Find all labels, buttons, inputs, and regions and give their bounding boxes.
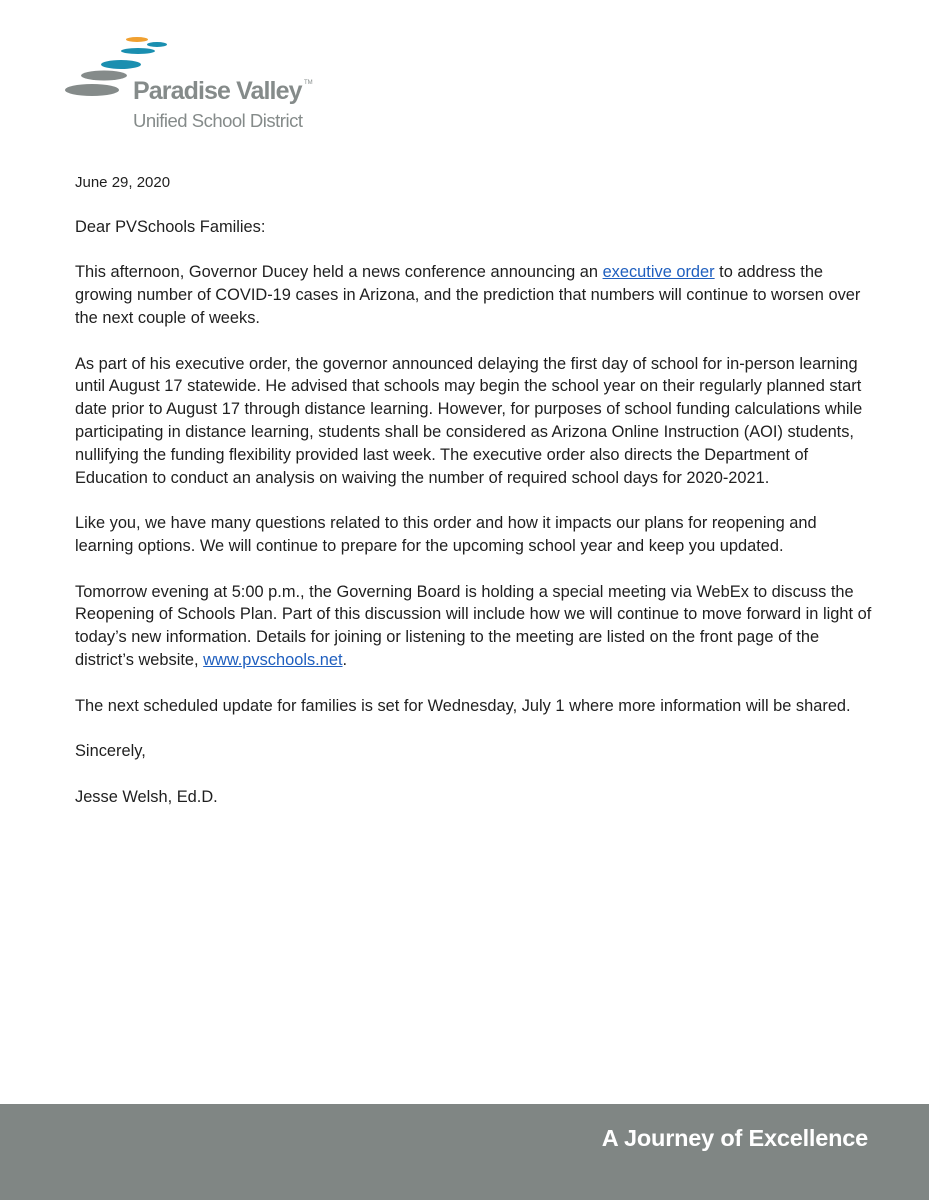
- logo-dash-orange: [126, 37, 148, 42]
- paragraph-1-end: to address the growing number of COVID-19 cases in Arizona, and the prediction that numbers will continue to worsen over the next couple of weeks.: [75, 263, 861, 327]
- logo-dash-teal-2: [121, 48, 155, 54]
- letter-signature: Jesse Welsh, Ed.D.: [75, 787, 218, 806]
- logo-dash-gray-1: [81, 71, 127, 81]
- paragraph-4-end: .: [342, 650, 348, 669]
- footer-band: [0, 1104, 929, 1200]
- executive-order-link[interactable]: executive order: [602, 263, 715, 282]
- logo-subtitle: Unified School District: [133, 110, 303, 131]
- letter-date: June 29, 2020: [75, 174, 171, 191]
- district-logo: [64, 36, 324, 132]
- logo-district-name: Paradise Valley: [133, 77, 302, 105]
- paragraph-5: The next scheduled update for families is set for Wednesday, July 1 where more information will be shared.: [75, 696, 851, 715]
- paragraph-1: [75, 261, 875, 329]
- logo-dash-teal-1: [147, 42, 167, 47]
- logo-trademark: TM: [304, 80, 313, 86]
- paragraph-2: As part of his executive order, the governor announced delaying the first day of school for in-person learning until August 17 statewide. He advised that schools may begin the school year on their regularly planned start date prior to August 17 through distance learning. However, for purposes of school funding calculations while participating in distance learning, students shall be considered as Arizona Online Instruction (AOI) students, nullifying the funding flexibility provided last week. The executive order also directs the Department of Education to conduct an analysis on waiving the number of required school days for 2020-2021.: [75, 354, 863, 487]
- logo-dash-teal-3: [101, 60, 141, 69]
- letter-salutation: Dear PVSchools Families:: [75, 217, 266, 236]
- footer-tagline: A Journey of Excellence: [601, 1125, 868, 1151]
- paragraph-4-start: Tomorrow evening at 5:00 p.m., the Governing Board is holding a special meeting via WebEx to discuss the Reopening of Schools Plan. Part of this discussion will include how we will continue to move forward in light of today’s new information. Details for joining or listening to the meeting are listed on the front page of the district’s website,: [75, 582, 872, 669]
- letter-body: [75, 172, 875, 831]
- pvschools-website-link[interactable]: www.pvschools.net: [203, 650, 343, 669]
- paragraph-1-start: This afternoon, Governor Ducey held a news conference announcing an: [75, 263, 603, 282]
- logo-dash-gray-2: [65, 84, 119, 96]
- letter-closing: Sincerely,: [75, 742, 146, 761]
- paragraph-3: Like you, we have many questions related to this order and how it impacts our plans for reopening and learning options. We will continue to prepare for the upcoming school year and keep you updated.: [75, 514, 817, 555]
- paragraph-4: [75, 581, 875, 672]
